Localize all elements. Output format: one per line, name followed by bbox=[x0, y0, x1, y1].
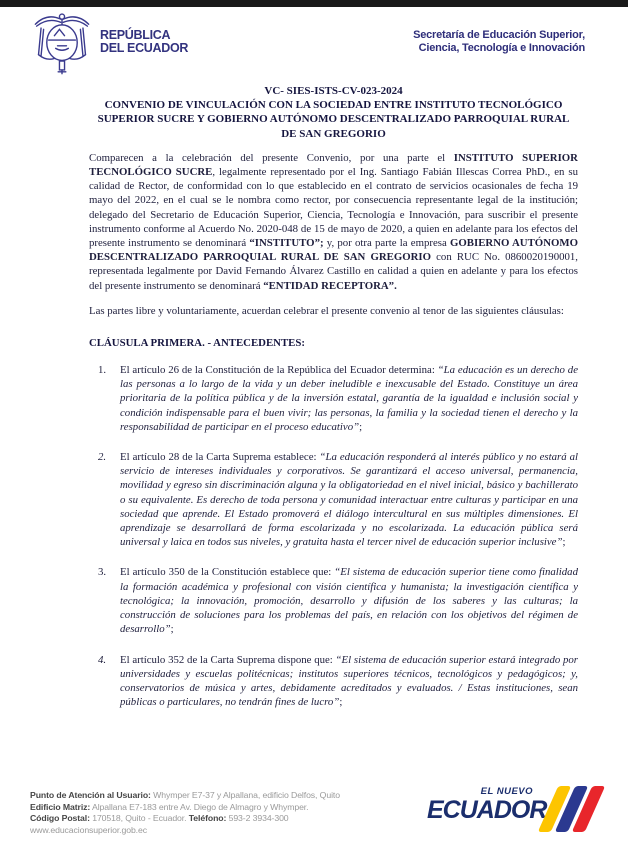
logo-top-text: EL NUEVO bbox=[480, 786, 533, 797]
page-header bbox=[30, 9, 585, 75]
top-border-bar bbox=[0, 0, 628, 7]
list-item-1 bbox=[89, 363, 578, 434]
contact-line-attention: Punto de Atención al Usuario: Whymper E7-37 y Alpallana, edificio Delfos, Quito bbox=[30, 790, 340, 801]
secretariat-line-1: Secretaría de Educación Superior, bbox=[413, 29, 585, 41]
list-item-4 bbox=[89, 653, 578, 710]
opening-paragraph: Comparecen a la celebración del presente Convenio, por una parte el INSTITUTO SUPERIOR TECNOLÓGICO SUCRE, legalmente representado por el Ing. Santiago Fabián Illescas Correa PhD., en su calidad de Rector, de conformidad con lo que establecido en el contrato de servicios ocasionales de fecha 19 mayo del 2022, en el cual se le nombra como rector, por consecuencia representante legal de la institución; delegado del Secretario de Educación Superior, Ciencia, Tecnología e Innovación, para suscribir el presente instrumento conforme al Acuerdo No. 2020-048 de 15 de mayo de 2020, a quien en adelante para los efectos del presente instrumento se denominará “INSTITUTO”; y, por otra parte la empresa GOBIERNO AUTÓNOMO DESCENTRALIZADO PARROQUIAL RURAL DE SAN GREGORIO con RUC No. 0860020190001, representada legalmente por David Fernando Álvarez Castillo en calidad a quien en adelante y para los efectos del presente instrumento se denominará “ENTIDAD RECEPTORA”. bbox=[89, 151, 578, 292]
ecuador-coat-of-arms-icon bbox=[30, 9, 94, 75]
agreement-paragraph: Las partes libre y voluntariamente, acuerdan celebrar el presente convenio al tenor de las siguientes cláusulas: bbox=[89, 304, 564, 317]
page-footer bbox=[30, 784, 595, 836]
list-item-text: El artículo 26 de la Constitución de la República del Ecuador determina: “La educación es un derecho de las personas a lo largo de la vida y un deber ineludible e inexcusable del Estado. Constituye un área prioritaria de la política pública y de la inversión estatal, garantía de la igualdad e inclusión social y condición indispensable para el buen vivir; las personas, la familia y la sociedad tienen el derecho y la responsabilidad de participar en el proceso educativo”; bbox=[120, 364, 578, 433]
contact-line-postal-phone: Código Postal: 170518, Quito - Ecuador. Teléfono: 593-2 3934-300 bbox=[30, 813, 289, 824]
list-item-text: El artículo 350 de la Constitución establece que: “El sistema de educación superior tiene como finalidad la formación académica y profesional con visión científica y humanista; la investigación científica y tecnológica; la innovación, promoción, desarrollo y difusión de los saberes y las culturas; la construcción de soluciones para los problemas del país, en relación con los objetivos del régimen de desarrollo”; bbox=[120, 566, 578, 636]
contact-line-building: Edificio Matriz: Alpallana E7-183 entre Av. Diego de Almagro y Whymper. bbox=[30, 801, 309, 812]
brand-title bbox=[100, 29, 188, 56]
contact-info bbox=[30, 790, 340, 836]
clause-one-heading: CLÁUSULA PRIMERA. - ANTECEDENTES: bbox=[89, 336, 305, 349]
el-nuevo-ecuador-logo bbox=[427, 784, 595, 836]
website-url: www.educacionsuperior.gob.ec bbox=[30, 824, 147, 835]
document-title: CONVENIO DE VINCULACIÓN CON LA SOCIEDAD ENTRE INSTITUTO TECNOLÓGICO SUPERIOR SUCRE Y GOBIERNO AUTÓNOMO DESCENTRALIZADO PARROQUIAL RURAL DE SAN GREGORIO bbox=[97, 99, 570, 140]
list-number: 2. bbox=[98, 451, 107, 464]
antecedentes-list bbox=[89, 363, 578, 709]
list-item-text: El artículo 28 de la Carta Suprema establece: “La educación responderá al interés público y no estará al servicio de intereses individuales y corporativos. Se garantizará el acceso universal, permanencia, movilidad y egreso sin discriminación alguna y la obligatoriedad en el nivel inicial, básico y bachillerato o su equivalente. Es derecho de toda persona y comunidad interactuar entre culturas y participar en una sociedad que aprende. El Estado promoverá el diálogo intercultural en sus múltiples dimensiones. El aprendizaje se desarrollará de forma escolarizada y no escolarizada. La educación pública será universal y laica en todos sus niveles, y gratuita hasta el tercer nivel de educación superior inclusive”; bbox=[120, 451, 579, 549]
brand-line-2: DEL ECUADOR bbox=[100, 41, 189, 55]
secretariat-line-2: Ciencia, Tecnología e Innovación bbox=[418, 42, 585, 54]
list-item-2 bbox=[89, 450, 578, 549]
list-number: 3. bbox=[98, 566, 107, 579]
document-body bbox=[89, 84, 578, 725]
list-item-text: El artículo 352 de la Carta Suprema dispone que: “El sistema de educación superior estará integrado por universidades y escuelas politécnicas; institutos superiores técnicos, tecnológicos y pedagógicos; y, conservatorios de música y artes, debidamente acreditados y evaluados. / Estas instituciones, sean públicas o particulares, no tendrán fines de lucro”; bbox=[120, 653, 578, 709]
secretariat-title bbox=[413, 29, 585, 55]
republica-del-ecuador-brand bbox=[30, 9, 188, 75]
list-number: 4. bbox=[98, 653, 107, 666]
flag-stripes-icon bbox=[544, 786, 595, 832]
logo-main-text: ECUADOR bbox=[427, 796, 547, 824]
list-item-3 bbox=[89, 565, 578, 636]
brand-line-1: REPÚBLICA bbox=[100, 27, 171, 42]
list-number: 1. bbox=[98, 364, 107, 377]
document-title-block bbox=[89, 84, 578, 141]
document-code: VC- SIES-ISTS-CV-023-2024 bbox=[264, 85, 403, 97]
